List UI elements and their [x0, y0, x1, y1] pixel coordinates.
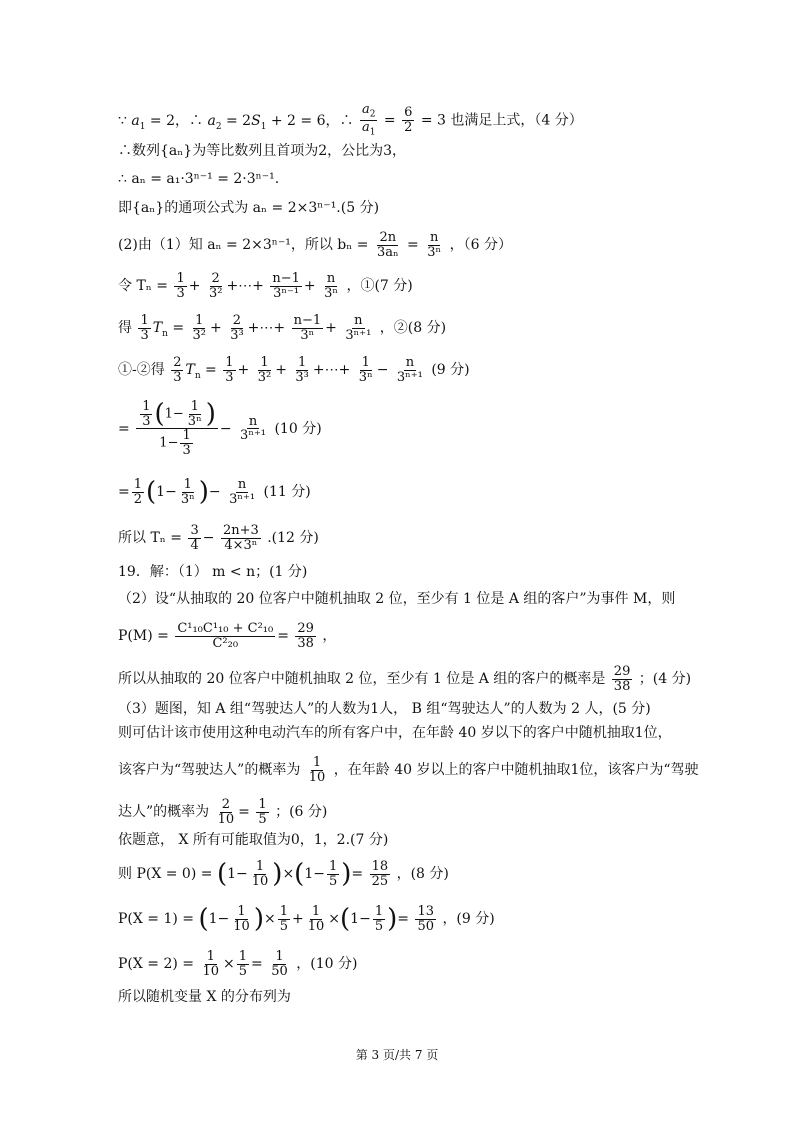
- line-15: 所以从抽取的 20 位客户中随机抽取 2 位，至少有 1 位是 A 组的客户的概率是 $\frac{29}{38}$ ；(4 分): [118, 664, 692, 694]
- line-4: 即{aₙ}的通项公式为 aₙ = 2×3ⁿ⁻¹.(5 分): [118, 200, 380, 216]
- line-2: ∴数列{aₙ}为等比数列且首项为2，公比为3，: [118, 143, 407, 159]
- fraction: $\frac{\text{C¹₁₀C¹₁₀ + C²₁₀}}{\text{C²₂₀}}$: [177, 621, 274, 651]
- line-1-text: ∵ $a_1 = 2$，∴ $a_2 = 2S_1 + 2 = 6$，∴: [118, 112, 354, 132]
- page-footer: 第 3 页/共 7 页: [355, 1048, 439, 1062]
- line-13: （2）设“从抽取的 20 位客户中随机抽取 2 位，至少有 1 位是 A 组的客户”为事件 M，则: [118, 591, 676, 607]
- line-5-post: ，（6 分）: [449, 237, 512, 254]
- compound-fraction: $\frac{1}{3}$ (1− $\frac{1}{\text{3ⁿ}}$ ) 1− $\frac{1}{3}$: [136, 400, 218, 458]
- fraction: $\frac{n}{\text{3ⁿ⁺¹}}$: [229, 477, 256, 507]
- line-7: 得 $\frac{1}{3}$ $T_n$ = $\frac{1}{\text{3²}}$ + $\frac{2}{\text{3³}}$ +⋯+ $\frac{n-1}{\text{3ⁿ}}$ + $\frac{n}{\text{3ⁿ⁺¹}}$ ，②(8 分): [118, 313, 447, 343]
- line-16: （3）题图，知 A 组“驾驶达人”的人数为1人， B 组“驾驶达人”的人数为 2 人，(5 分): [118, 701, 651, 717]
- fraction: $\frac{2}{3}$: [173, 355, 182, 385]
- line-10: = $\frac{1}{2}$ (1− $\frac{1}{\text{3ⁿ}}$ )− $\frac{n}{\text{3ⁿ⁺¹}}$ (11 分): [118, 477, 311, 508]
- fraction: $\frac{1}{3}$: [225, 355, 234, 385]
- line-24: 所以随机变量 X 的分布列为: [118, 989, 291, 1005]
- fraction: $\frac{1}{\text{3²}}$: [257, 355, 272, 385]
- fraction: $\frac{2n}{\text{3aₙ}}$: [376, 230, 399, 260]
- line-19: 达人”的概率为 $\frac{2}{10}$ = $\frac{1}{5}$ ；(6 分): [118, 797, 328, 827]
- fraction: $\frac{1}{50}$: [271, 949, 288, 979]
- fraction: $\frac{1}{3}$: [176, 271, 185, 301]
- fraction: $\frac{2}{\text{3³}}$: [230, 313, 244, 343]
- fraction: $\frac{n}{\text{3ⁿ}}$: [324, 271, 338, 301]
- line-18: 该客户为“驾驶达人”的概率为 $\frac{1}{10}$ ，在年龄 40 岁以上的客户中随机抽取1位，该客户为“驾驶: [118, 755, 699, 785]
- line-17: 则可估计该市使用这种电动汽车的所有客户中，在年龄 40 岁以下的客户中随机抽取1位，: [118, 725, 672, 741]
- fraction: $\frac{2n+3}{\text{4×3ⁿ}}$: [222, 523, 259, 553]
- line-21: 则 P(X = 0) = (1− $\frac{1}{10}$ )×(1− $\frac{1}{5}$ )= $\frac{18}{25}$ ，(8 分): [118, 859, 449, 890]
- fraction: $\frac{n}{\text{3ⁿ}}$: [427, 230, 442, 260]
- fraction: $\frac{2}{\text{3²}}$: [208, 271, 223, 301]
- line-9: = $\frac{1}{3}$ (1− $\frac{1}{\text{3ⁿ}}$ ) 1− $\frac{1}{3}$ − $\frac{n}{\text{3ⁿ⁺¹}}$ (10 分): [118, 399, 322, 458]
- line-20: 依题意， X 所有可能取值为0，1，2.(7 分): [118, 832, 389, 848]
- fraction: $\frac{n-1}{\text{3ⁿ}}$: [293, 313, 322, 343]
- line-11: 所以 Tₙ = $\frac{3}{4}$ − $\frac{2n+3}{\text{4×3ⁿ}}$ .(12 分): [118, 523, 319, 553]
- fraction: $\frac{n-1}{\text{3ⁿ⁻¹}}$: [272, 271, 300, 301]
- fraction: $\frac{1}{\text{3ⁿ}}$: [358, 355, 373, 385]
- line-12: 19．解：（1） m < n；(1 分): [118, 564, 308, 580]
- fraction: $\frac{29}{38}$: [613, 664, 631, 694]
- fraction: $\frac{1}{\text{3³}}$: [295, 355, 309, 385]
- fraction: $\frac{1}{5}$: [258, 797, 267, 827]
- fraction: $\frac{1}{2}$: [133, 477, 143, 507]
- line-1: ∵ $a_1 = 2$，∴ $a_2 = 2S_1 + 2 = 6$，∴ $\frac{a_2}{a_1}$ = $\frac{6}{2}$ = 3 也满足上式，（4 分）: [118, 102, 583, 138]
- line-6: 令 Tₙ = $\frac{1}{3}$ + $\frac{2}{\text{3²}}$ +⋯+ $\frac{n-1}{\text{3ⁿ⁻¹}}$ + $\frac{n}{\text{3ⁿ}}$ ，①(7 分): [118, 271, 413, 301]
- line-3: ∴ aₙ = a₁·3ⁿ⁻¹ = 2·3ⁿ⁻¹.: [118, 171, 280, 187]
- line-23: P(X = 2) = $\frac{1}{10}$ × $\frac{1}{5}$ = $\frac{1}{50}$ ，(10 分): [118, 949, 358, 979]
- fraction: $\frac{a_2}{a_1}$: [361, 102, 376, 138]
- line-14: P(M) = $\frac{\text{C¹₁₀C¹₁₀ + C²₁₀}}{\text{C²₂₀}}$ = $\frac{29}{38}$ ，: [118, 621, 337, 651]
- fraction: $\frac{1}{\text{3²}}$: [192, 313, 206, 343]
- fraction: $\frac{18}{25}$: [371, 859, 389, 889]
- fraction: $\frac{n}{\text{3ⁿ⁺¹}}$: [396, 355, 423, 385]
- fraction: $\frac{3}{4}$: [190, 523, 199, 553]
- fraction: $\frac{13}{50}$: [417, 904, 434, 934]
- fraction: $\frac{1}{3}$: [140, 313, 149, 343]
- fraction: $\frac{n}{\text{3ⁿ⁺¹}}$: [345, 313, 372, 343]
- line-5: (2)由（1）知 aₙ = 2×3ⁿ⁻¹，所以 bₙ = $\frac{2n}{\text{3aₙ}}$ = $\frac{n}{\text{3ⁿ}}$ ，（6 分）: [118, 230, 512, 260]
- fraction: $\frac{6}{2}$: [404, 105, 413, 136]
- line-8: ①-②得 $\frac{2}{3}$ $T_n$ = $\frac{1}{3}$ + $\frac{1}{\text{3²}}$ + $\frac{1}{\text{3³}}$ +⋯+ $\frac{1}{\text{3ⁿ}}$ − $\frac{n}{\text{3ⁿ⁺¹}}$ (9 分): [118, 355, 470, 385]
- fraction: $\frac{n}{\text{3ⁿ⁺¹}}$: [240, 413, 267, 444]
- fraction: $\frac{1}{10}$: [308, 755, 326, 785]
- line-5-pre: (2)由（1）知 aₙ = 2×3ⁿ⁻¹，所以 bₙ =: [118, 237, 373, 254]
- line-22: P(X = 1) = (1− $\frac{1}{10}$ )× $\frac{1}{5}$ + $\frac{1}{10}$ ×(1− $\frac{1}{5}$ )= $\frac{13}{50}$ ，(9 分): [118, 904, 495, 935]
- fraction: $\frac{2}{10}$: [217, 797, 235, 827]
- fraction: $\frac{29}{38}$: [297, 621, 314, 651]
